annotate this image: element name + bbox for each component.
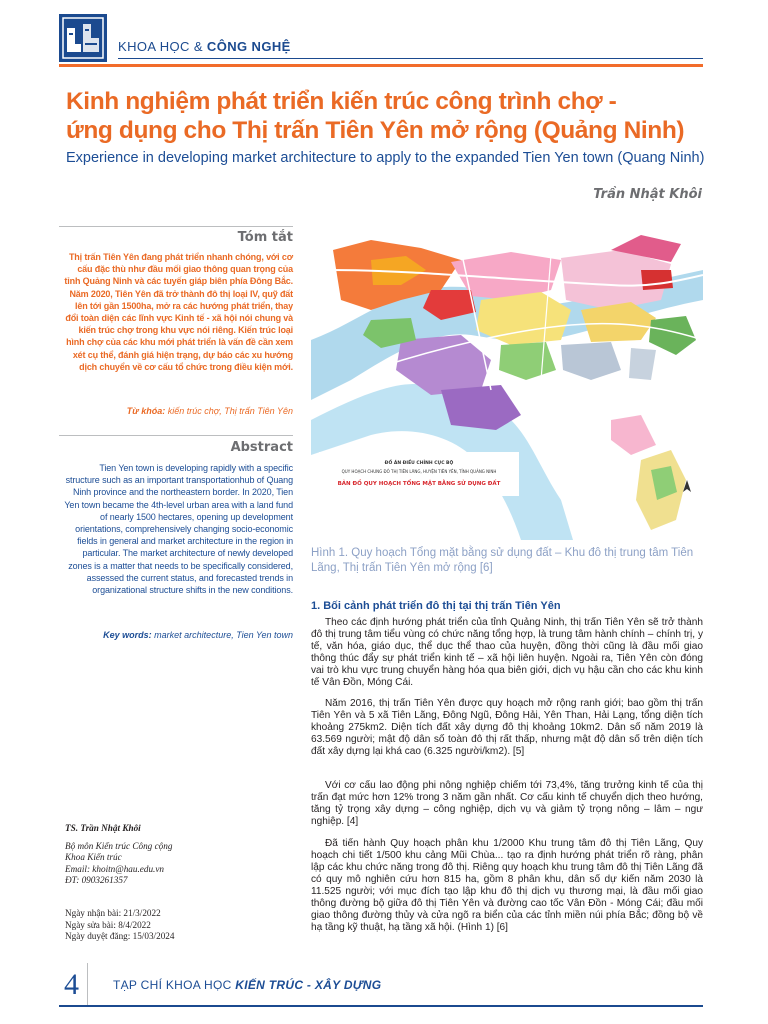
journal-name-bold: KIẾN TRÚC - XÂY DỰNG	[235, 978, 382, 992]
article-subtitle: Experience in developing market architecture to apply to the expanded Tien Yen town (Quang Ninh)	[66, 150, 705, 166]
section-1-paragraph-4-text: Đã tiến hành Quy hoạch phân khu 1/2000 Khu trung tâm đô thị Tiên Lãng, Quy hoạch chi tiết 1/500 khu cảng Mũi Chùa... tạo ra định hướng phát triển rõ ràng, phân lập các khu chức năng trong đô thị. Riêng quy hoạch khu trung tâm đô thị Tiên Lãng đã có quy mô nghiên cứu hơn 815 ha, gồm 8 phân khu, dân số dự kiến năm 2030 là 11.525 người; với mục đích tạo lập khu đô thị dịch vụ thương mại, là đầu mối giao thông đường bộ giữa đô thị Tiên Yên và đường cao tốc Vân Đồn - Móng Cái; đầu mối giao thông đường thủy và cửa ngõ ra biển của các tỉnh miền núi phía Bắc; đồng bộ về hạ tầng kỹ thuật, hạ tầng xã hội. (Hình 1) [6]	[311, 838, 703, 933]
map-title-block	[319, 452, 519, 496]
journal-logo	[59, 14, 107, 62]
section-label-prefix: KHOA HỌC &	[118, 39, 203, 54]
figure-1-caption: Hình 1. Quy hoạch Tổng mặt bằng sử dụng đất – Khu đô thị trung tâm Tiên Lãng, Thị trấn Tiên Yên mở rộng [6]	[311, 547, 694, 574]
article-title-line1: Kinh nghiệm phát triển kiến trúc công trình chợ -	[66, 88, 617, 115]
footer-rule	[59, 1005, 703, 1007]
header-rule	[118, 58, 703, 59]
summary-text: Thị trấn Tiên Yên đang phát triển nhanh chóng, với cơ cấu đặc thù như đầu mối giao thông quan trọng của tỉnh Quảng Ninh và các tuyến giáp biên phía Đông Bắc. Năm 2020, Tiên Yên đã trở thành đô thị loại IV, quỹ đất lên tới gần 1500ha, mở ra các hướng phát triển, thay đổi toàn diện các lĩnh vực Kinh tế - xã hội nói chung và kiến trúc chợ trong khu vực nói riêng. Kiến trúc loại hình chợ của các khu mới phát triển là vấn đề cần xem xét cụ thể, đánh giá hiện trạng, dự báo các xu hướng dịch chuyển về cơ cấu tổ chức trong điều kiện mới.	[64, 252, 293, 372]
date-revised: Ngày sửa bài: 8/4/2022	[65, 919, 151, 930]
summary-keywords-value: kiến trúc chợ, Thị trấn Tiên Yên	[167, 406, 293, 416]
abstract-heading: Abstract	[230, 440, 293, 455]
map-title-line3: BẢN ĐỒ QUY HOẠCH TỔNG MẶT BẰNG SỬ DỤNG ĐẤT	[337, 481, 501, 487]
date-received: Ngày nhận bài: 21/3/2022	[65, 908, 161, 918]
land-use-map	[311, 230, 703, 540]
abstract-keywords-value: market architecture, Tien Yen town	[154, 630, 293, 640]
map-title-line1: ĐỒ ÁN ĐIỀU CHỈNH CỤC BỘ	[384, 461, 454, 466]
author-info-email: Email: khoitn@hau.edu.vn	[65, 863, 165, 874]
section-1-paragraph-1-text: Theo các định hướng phát triển của tỉnh Quảng Ninh, thị trấn Tiên Yên sẽ trở thành đô thị trung tâm tiểu vùng có chức năng tổng hợp, là trung tâm hành chính – chính trị, y tế, văn hóa, giáo dục, thể dục thể thao của huyện, đồng thời cũng là đầu mối giao thông thúc đẩy sự phát triển kinh tế – xã hội liên huyện. Ngoài ra, Tiên Yên còn đóng vai trò khu vực trung chuyển hàng hóa qua biên giới, dịch vụ hậu cần cho các khu kinh tế Vân Đồn, Móng Cái.	[311, 617, 703, 688]
author-info-dept: Bộ môn Kiến trúc Công cộng	[65, 840, 173, 851]
journal-name	[113, 978, 381, 992]
section-label-bold: CÔNG NGHỆ	[206, 39, 291, 54]
article-dates	[65, 908, 290, 943]
abstract-keywords	[64, 630, 293, 640]
article-title-line2: ứng dụng cho Thị trấn Tiên Yên mở rộng (Quảng Ninh)	[66, 117, 685, 144]
section-1-paragraph-3	[311, 780, 703, 828]
section-1-paragraph-3-text: Với cơ cấu lao động phi nông nghiệp chiếm tới 73,4%, tăng trưởng kinh tế của thị trấn đạt mức hơn 12% trong 3 năm gần nhất. Cơ cấu kinh tế chuyển dịch theo hướng, tăng tỷ trọng xây dựng – công nghiệp, dịch vụ và giảm tỷ trọng nông – lâm – ngư nghiệp. [4]	[311, 780, 703, 827]
summary-keywords-label: Từ khóa:	[126, 406, 166, 416]
abstract-keywords-label: Key words:	[103, 630, 152, 640]
author-info-faculty: Khoa Kiến trúc	[65, 852, 122, 863]
section-1-heading: 1. Bối cảnh phát triển đô thị tại thị trấn Tiên Yên	[311, 600, 561, 612]
abstract-rule	[59, 435, 293, 436]
article-author: Trần Nhật Khôi	[593, 187, 702, 202]
author-info-phone: ĐT: 0903261357	[65, 875, 128, 886]
abstract-text: Tien Yen town is developing rapidly with a specific structure such as an important transportationhub of Quang Ninh province and the northeastern border. In 2020, Tien Yen town became the 4th-level urban area with a land fund of nearly 1500 hectares, opening up development orientations, comprehensively changing socio-economic fields in general and market architecture in the region in particular. The market architecture of newly developed zones is a matter that needs to be specifically considered, assessed the current status, and forecasted trends in organizational structure shifts in the new conditions.	[64, 463, 293, 596]
map-title-line2: QUY HOẠCH CHUNG ĐÔ THỊ TIÊN LÃNG, HUYỆN TIÊN YÊN, TỈNH QUẢNG NINH	[341, 469, 497, 474]
header-accent-rule	[59, 64, 703, 67]
journal-name-prefix: TẠP CHÍ KHOA HỌC	[113, 978, 232, 992]
summary-rule	[59, 226, 293, 227]
section-1-paragraph-2	[311, 698, 703, 758]
author-info-name: TS. Trần Nhật Khôi	[65, 823, 141, 833]
section-1-paragraph-4	[311, 838, 703, 934]
page-number: 4	[64, 968, 79, 1001]
summary-keywords	[64, 406, 293, 416]
article-title	[66, 87, 706, 145]
section-1-paragraph-1	[311, 617, 703, 689]
section-label	[118, 39, 291, 54]
author-info	[65, 823, 290, 887]
page-number-divider	[87, 963, 88, 1007]
figure-1-map	[311, 230, 703, 540]
date-accepted: Ngày duyệt đăng: 15/03/2024	[65, 931, 175, 942]
summary-heading: Tóm tắt	[237, 230, 293, 245]
section-1-paragraph-2-text: Năm 2016, thị trấn Tiên Yên được quy hoạch mở rộng ranh giới; bao gồm thị trấn Tiên Yên và 5 xã Tiên Lãng, Đông Ngũ, Đông Hải, Yên Than, Hải Lạng, tổng diện tích khoảng 275km2. Diện tích đất xây dựng đô thị khoảng 10km2. Dân số năm 2019 là 63.569 người; mật độ dân số toàn đô thị rất thấp, nhưng mật độ dân số trên diện tích đất xây dựng lại khá cao (6.325 người/km2). [5]	[311, 698, 703, 757]
